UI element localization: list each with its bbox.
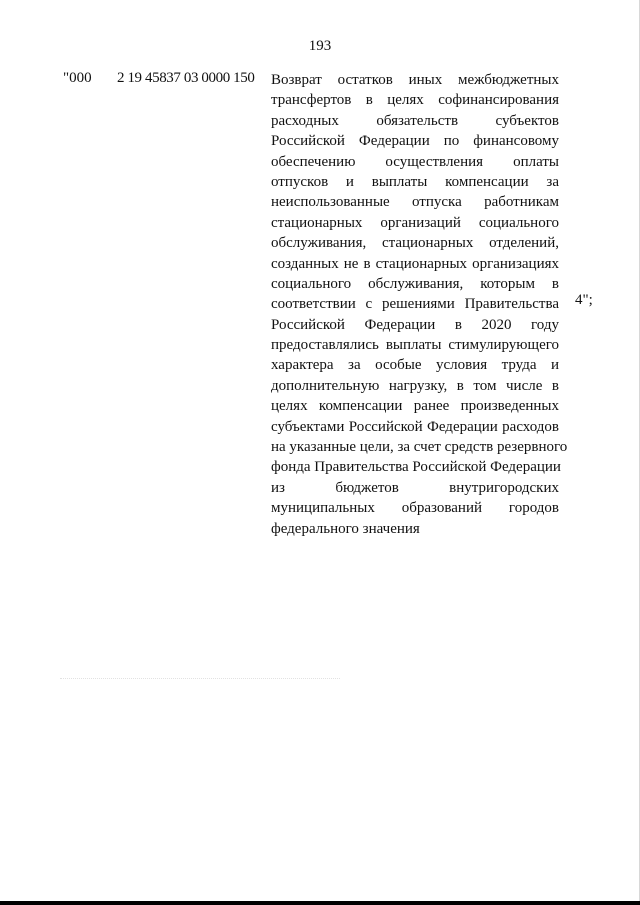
description-line: трансфертов в целях софинансирования (271, 92, 559, 109)
description-line: субъектами Российской Федерации расходов (271, 418, 559, 435)
description-line: социального обслуживания, которым в (271, 275, 559, 292)
description-line: характера за особые условия труда и (271, 357, 559, 374)
description-line: обеспечению осуществления оплаты (271, 153, 559, 170)
description-line: отпусков и выплаты компенсации за (271, 173, 559, 190)
scan-artifact (60, 678, 340, 680)
description-line: созданных не в стационарных организациях (271, 255, 559, 272)
description-line-last: федерального значения (271, 520, 420, 537)
description-line: обслуживания, стационарных отделений, (271, 235, 559, 252)
description-line: целях компенсации ранее произведенных (271, 398, 559, 415)
description-line: фонда Правительства Российской Федерации (271, 459, 561, 476)
budget-classification-row (0, 70, 640, 540)
income-description (271, 70, 568, 539)
description-line: предоставлялись выплаты стимулирующего (271, 337, 559, 354)
description-line: дополнительную нагрузку, в том числе в (271, 377, 559, 394)
scan-edge-bottom (0, 901, 640, 905)
description-line: расходных обязательств субъектов (271, 112, 559, 129)
description-line: на указанные цели, за счет средств резервного (271, 439, 568, 456)
description-line: из бюджетов внутригородских (271, 479, 559, 496)
amount-column-end: 4"; (575, 292, 593, 308)
description-line: Возврат остатков иных межбюджетных (271, 72, 559, 88)
description-line: Российской Федерации в 2020 году (271, 316, 559, 333)
page-number: 193 (308, 38, 332, 54)
code-prefix: "000 (63, 70, 92, 86)
description-line: стационарных организаций социального (271, 214, 559, 231)
classification-code: 2 19 45837 03 0000 150 (117, 70, 255, 86)
description-line: Российской Федерации по финансовому (271, 133, 559, 150)
description-line: соответствии с решениями Правительства (271, 296, 559, 313)
description-line: неиспользованные отпуска работникам (271, 194, 559, 211)
description-line: муниципальных образований городов (271, 500, 559, 517)
